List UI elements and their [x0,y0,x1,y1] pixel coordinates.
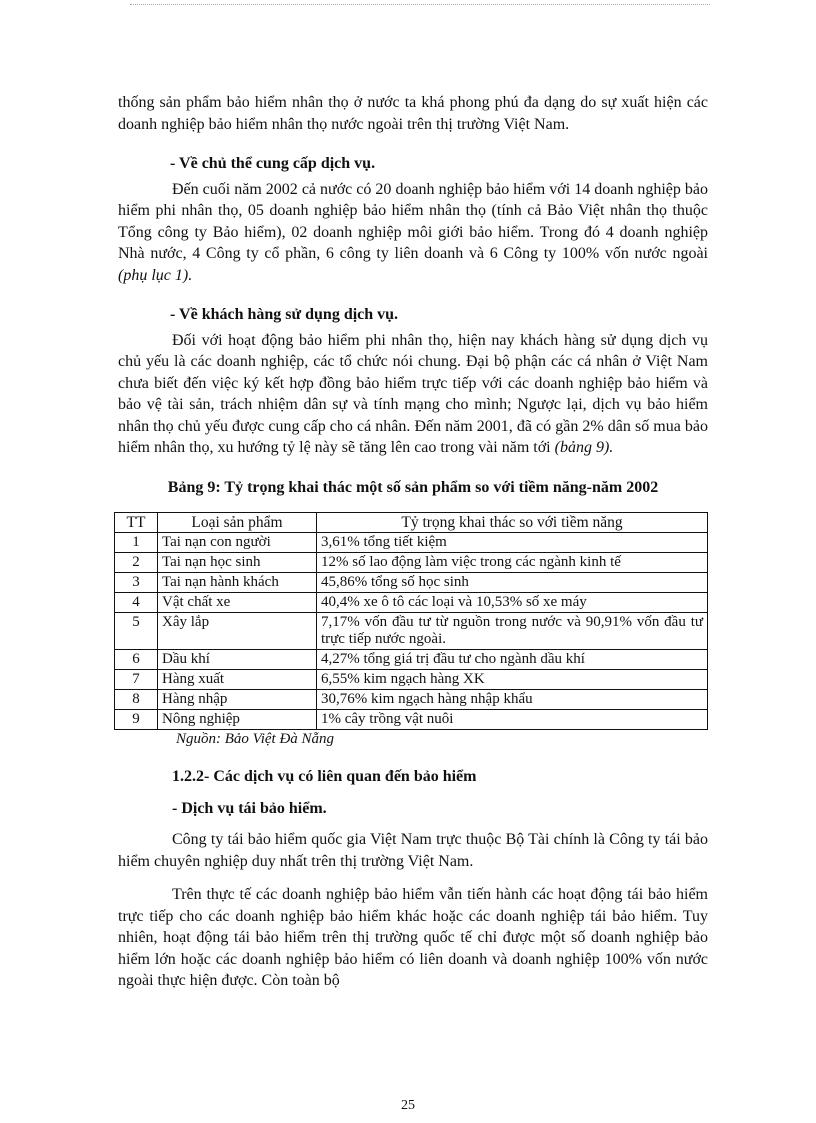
header-product-type: Loại sản phẩm [158,513,317,533]
table-reference: (bảng 9). [554,439,614,456]
ratio-value: 12% số lao động làm việc trong các ngành kinh tế [317,553,708,573]
heading-customer: - Về khách hàng sử dụng dịch vụ. [170,306,399,323]
product-type: Hàng nhập [158,690,317,710]
row-number: 1 [115,533,158,553]
heading-reinsurance: - Dịch vụ tái bảo hiểm. [172,799,327,817]
row-number: 4 [115,593,158,613]
product-type: Xây lắp [158,613,317,650]
table-row [115,593,708,613]
ratio-value: 40,4% xe ô tô các loại và 10,53% số xe máy [317,593,708,613]
header-rule [130,4,710,5]
reinsurance-paragraph-2: Trên thực tế các doanh nghiệp bảo hiểm vẫn tiến hành các hoạt động tái bảo hiểm trực tiếp cho các doanh nghiệp bảo hiểm khác hoặc các doanh nghiệp tái bảo hiểm. Tuy nhiên, hoạt động tái bảo hiểm trên thị trường quốc tế chỉ được một số doanh nghiệp bảo hiểm lớn hoặc các doanh nghiệp bảo hiểm có liên doanh và doanh nghiệp 100% vốn nước ngoài thực hiện được. Còn toàn bộ [118,886,708,989]
table-row [115,553,708,573]
table-row [115,613,708,650]
ratio-value: 1% cây trồng vật nuôi [317,710,708,730]
row-number: 5 [115,613,158,650]
page-number: 25 [401,1098,415,1113]
header-ratio: Tỷ trọng khai thác so với tiềm năng [317,513,708,533]
row-number: 3 [115,573,158,593]
table-header-row [115,513,708,533]
provider-paragraph: Đến cuối năm 2002 cả nước có 20 doanh nghiệp bảo hiểm với 14 doanh nghiệp bảo hiểm phi nhân thọ, 05 doanh nghiệp bảo hiểm nhân thọ (tính cả Bảo Việt nhân thọ thuộc Tổng công ty Bảo hiểm), 02 doanh nghiệp môi giới bảo hiểm. Trong đó 4 doanh nghiệp Nhà nước, 4 Công ty cổ phần, 6 công ty liên doanh và 6 Công ty 100% vốn nước ngoài (phụ lục 1). [118,180,708,284]
product-ratio-table [114,512,708,730]
table-row [115,650,708,670]
row-number: 6 [115,650,158,670]
heading-provider: - Về chủ thể cung cấp dịch vụ. [170,155,376,172]
table-row [115,690,708,710]
ratio-value: 7,17% vốn đầu tư từ nguồn trong nước và 90,91% vốn đầu tư trực tiếp nước ngoài. [317,613,708,650]
row-number: 7 [115,670,158,690]
row-number: 2 [115,553,158,573]
intro-paragraph: thống sản phẩm bảo hiểm nhân thọ ở nước ta khá phong phú đa dạng do sự xuất hiện các doanh nghiệp bảo hiểm nhân thọ nước ngoài trên thị trường Việt Nam. [118,94,708,133]
table-row [115,670,708,690]
product-type: Vật chất xe [158,593,317,613]
product-type: Tai nạn con người [158,533,317,553]
appendix-reference: (phụ lục 1). [118,266,193,284]
ratio-value: 4,27% tổng giá trị đầu tư cho ngành dầu khí [317,650,708,670]
page-body [118,92,708,992]
ratio-value: 45,86% tổng số học sinh [317,573,708,593]
row-number: 9 [115,710,158,730]
product-type: Tai nạn hành khách [158,573,317,593]
product-type: Hàng xuất [158,670,317,690]
table-row [115,533,708,553]
product-type: Tai nạn học sinh [158,553,317,573]
reinsurance-paragraph-1: Công ty tái bảo hiểm quốc gia Việt Nam trực thuộc Bộ Tài chính là Công ty tái bảo hiểm chuyên nghiệp duy nhất trên thị trường Việt Nam. [118,831,708,870]
table-row [115,573,708,593]
table-row [115,710,708,730]
section-title: 1.2.2- Các dịch vụ có liên quan đến bảo hiểm [172,768,477,785]
table-caption: Bảng 9: Tỷ trọng khai thác một số sản phẩm so với tiềm năng-năm 2002 [167,478,659,496]
ratio-value: 3,61% tổng tiết kiệm [317,533,708,553]
header-tt: TT [115,513,158,533]
product-type: Nông nghiệp [158,710,317,730]
table-source: Nguồn: Bảo Việt Đà Nẵng [176,731,335,747]
ratio-value: 30,76% kim ngạch hàng nhập khẩu [317,690,708,710]
ratio-value: 6,55% kim ngạch hàng XK [317,670,708,690]
customer-paragraph: Đối với hoạt động bảo hiểm phi nhân thọ, hiện nay khách hàng sử dụng dịch vụ chủ yếu là các doanh nghiệp, các tổ chức nói chung. Đại bộ phận các cá nhân ở Việt Nam chưa biết đến việc ký kết hợp đồng bảo hiểm trực tiếp với các doanh nghiệp bảo hiểm và bảo vệ tài sản, trách nhiệm dân sự và tính mạng cho mình; Ngược lại, dịch vụ bảo hiểm nhân thọ chủ yếu được cung cấp cho cá nhân. Đến năm 2001, đã có gần 2% dân số mua bảo hiểm nhân thọ, xu hướng tỷ lệ này sẽ tăng lên cao trong vài năm tới (bảng 9). [118,331,708,456]
product-type: Dầu khí [158,650,317,670]
row-number: 8 [115,690,158,710]
